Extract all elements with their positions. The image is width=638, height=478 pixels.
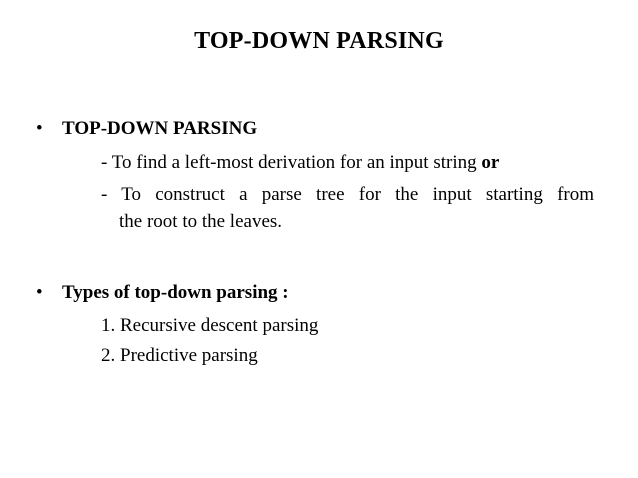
line-text: - To find a left-most derivation for an input string [101,152,482,173]
bullet-heading: Types of top-down parsing : [62,282,289,303]
bullet-line: the root to the leaves. [119,211,283,232]
bullet-item-top-down-parsing [36,118,257,140]
line-emphasis: or [481,152,500,173]
bullet-marker: • [36,282,43,303]
list-item: 2. Predictive parsing [101,345,258,366]
bullet-heading: TOP-DOWN PARSING [62,118,258,139]
slide-title: TOP-DOWN PARSING [194,28,444,54]
bullet-item-types-of-parsing [36,282,289,304]
bullet-marker: • [36,118,43,139]
list-item: 1. Recursive descent parsing [101,315,319,336]
bullet-line [101,152,499,174]
bullet-line: - To construct a parse tree for the input starting from [101,184,594,205]
